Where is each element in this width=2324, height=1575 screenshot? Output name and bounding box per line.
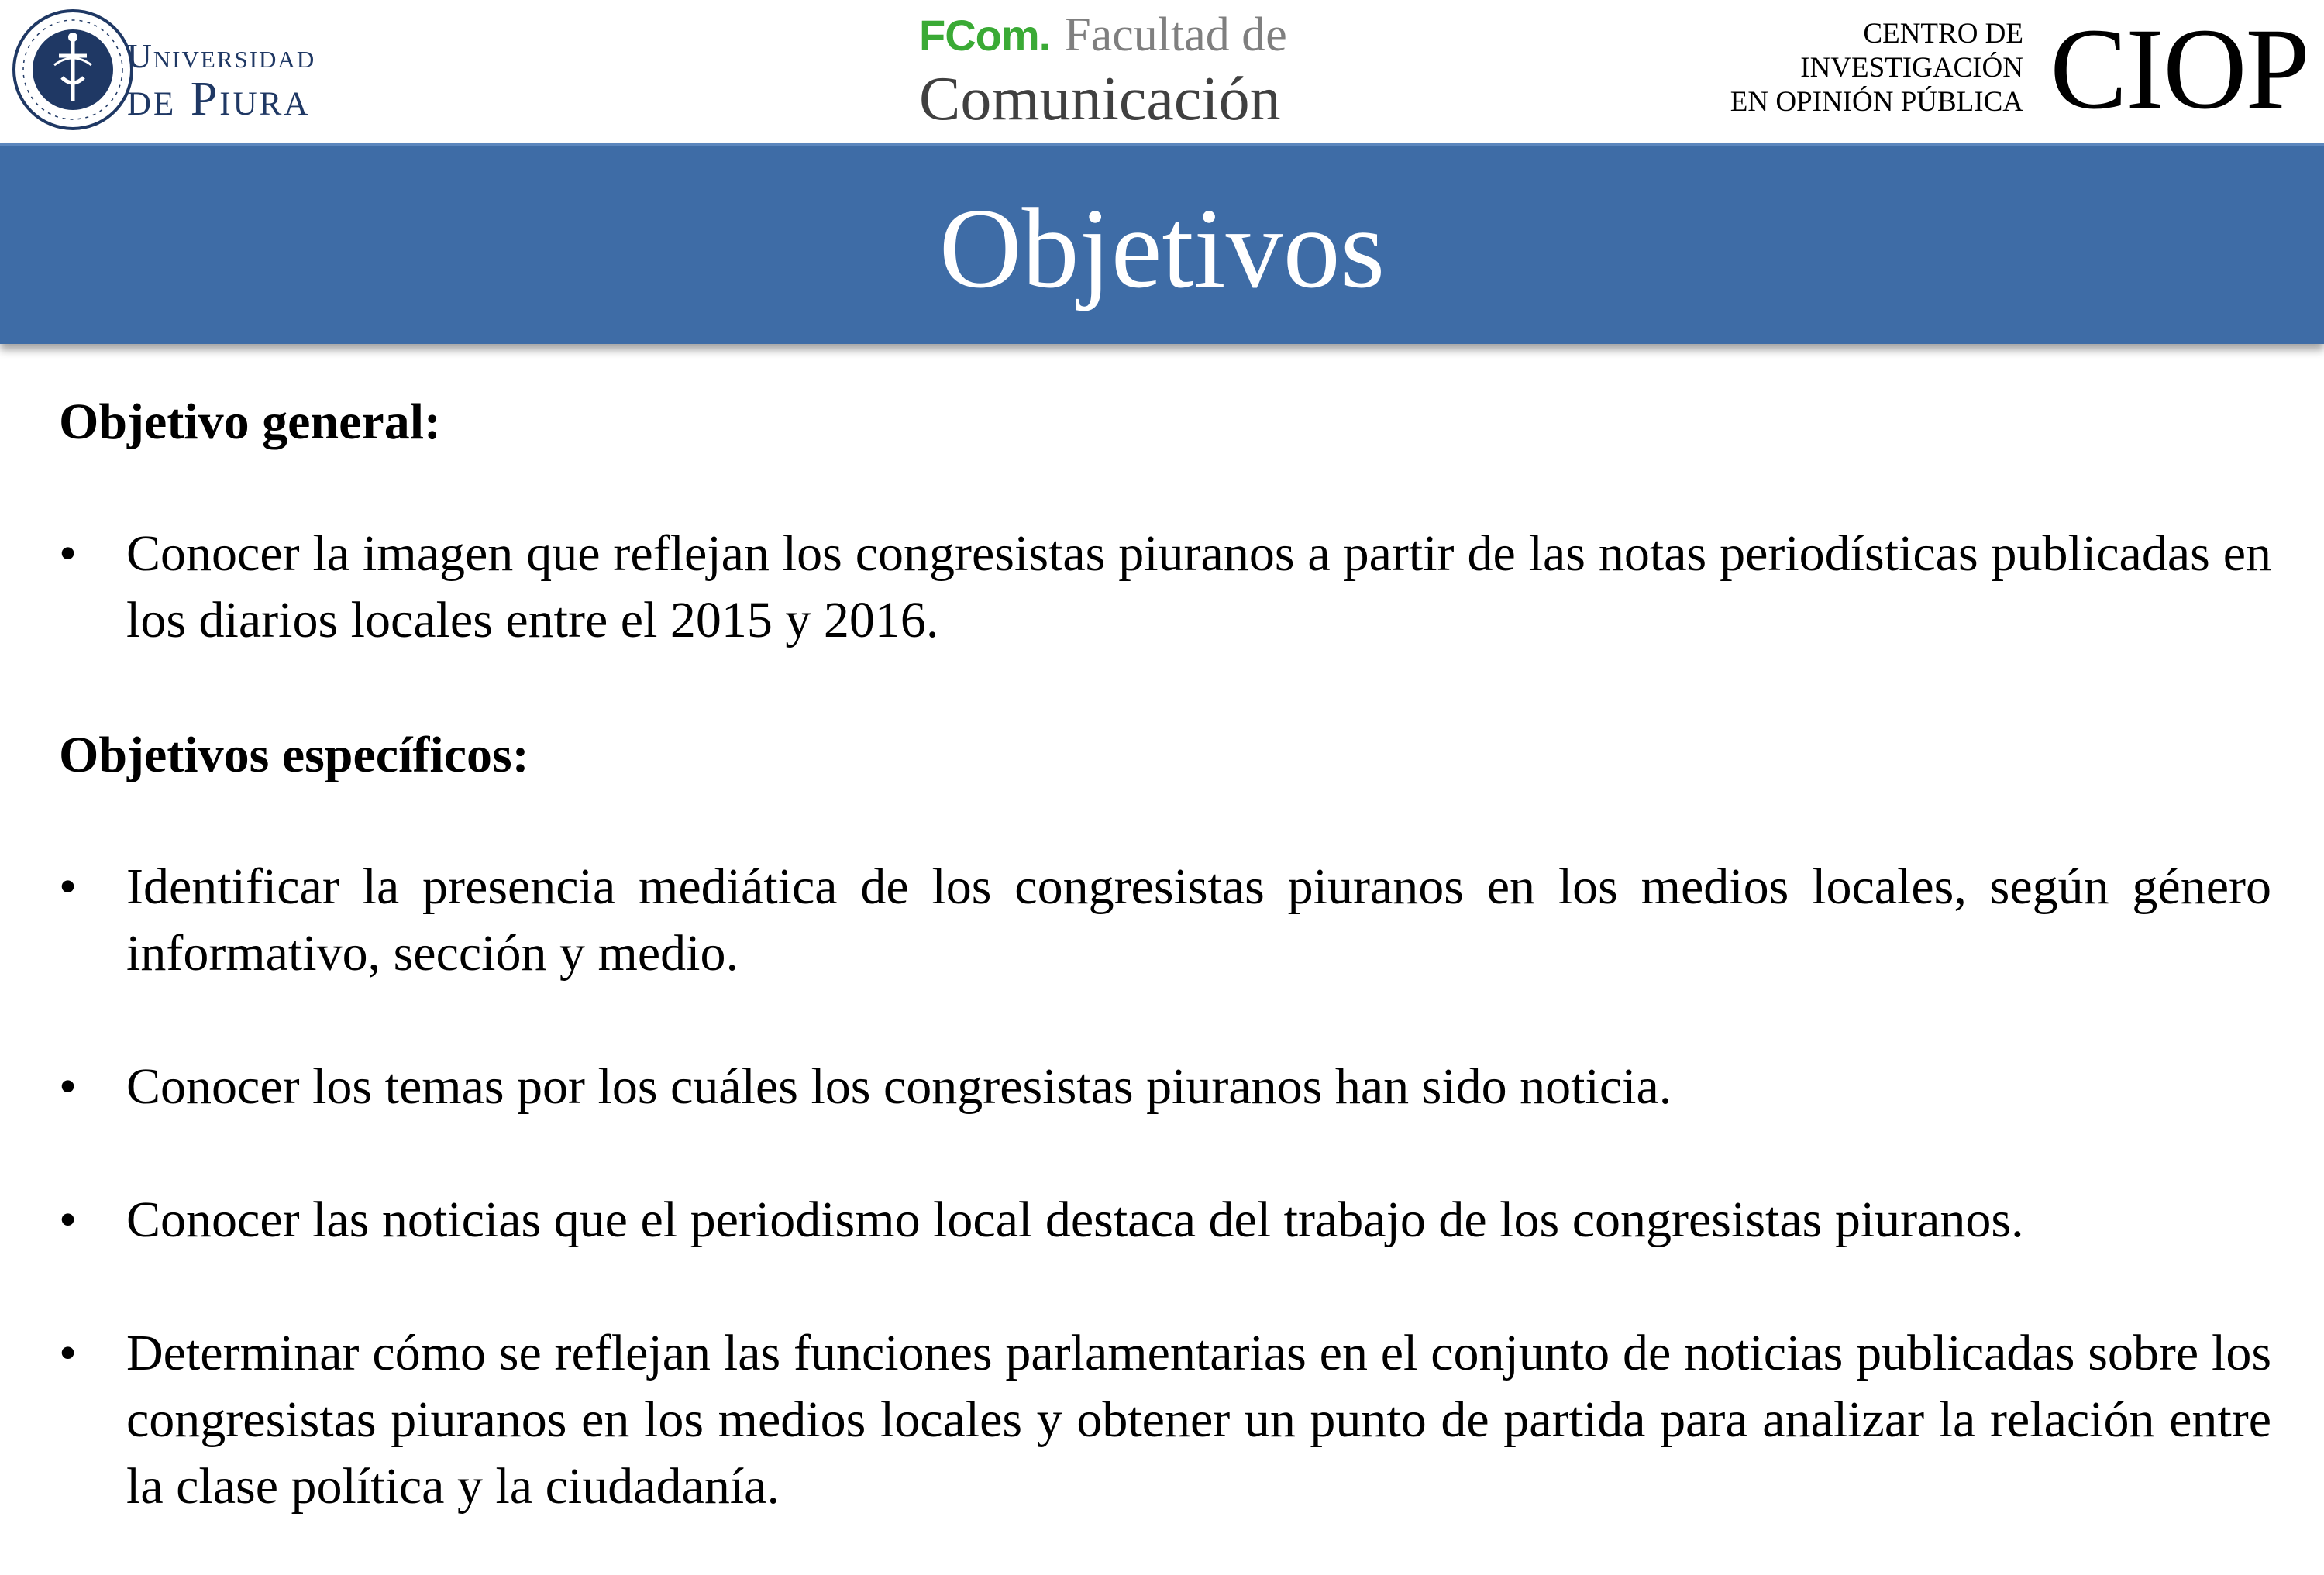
ciop-line3: EN OPINIÓN PÚBLICA — [1730, 86, 2023, 118]
ciop-acronym: CIOP — [2050, 5, 2309, 133]
fcom-brand: FCom. — [919, 11, 1051, 60]
specific-objective-item — [59, 1187, 2271, 1253]
bullet-text: Determinar cómo se reflejan las funciones parlamentarias en el conjunto de noticias publicadas sobre los congresistas piuranos en los medios locales y obtener un punto de partida para analizar la relación entre la clase política y la ciudadanía. — [126, 1325, 2271, 1515]
specific-objective-item — [59, 854, 2271, 987]
ciop-logo — [1730, 5, 2309, 133]
slide-content — [59, 387, 2271, 1520]
fcom-name: Comunicación — [919, 65, 1281, 133]
bullet-text: Conocer los temas por los cuáles los congresistas piuranos han sido noticia. — [126, 1058, 1672, 1115]
title-banner — [0, 143, 2324, 344]
bullet-icon: • — [59, 1325, 77, 1381]
specific-objective-item — [59, 1320, 2271, 1520]
slide-title: Objetivos — [938, 185, 1386, 312]
fcom-logo — [919, 9, 1287, 133]
ciop-line1: CENTRO DE — [1863, 18, 2023, 50]
general-objective-heading: Objetivo general: — [59, 394, 442, 450]
bullet-icon: • — [59, 1192, 77, 1248]
bullet-text: Conocer la imagen que reflejan los congresistas piuranos a partir de las notas periodísticas publicadas en los diarios locales entre el 2015 y 2016. — [126, 525, 2271, 648]
specific-objective-item — [59, 1054, 2271, 1120]
fcom-faculty: Facultad de — [1064, 9, 1287, 61]
bullet-text: Conocer las noticias que el periodismo local destaca del trabajo de los congresistas piuranos. — [126, 1192, 2024, 1248]
header — [0, 0, 2324, 143]
general-objective-item — [59, 521, 2271, 654]
udep-seal-icon — [11, 8, 135, 132]
udep-name-line1: Universidad — [127, 37, 316, 75]
bullet-icon: • — [59, 858, 77, 915]
bullet-icon: • — [59, 1058, 77, 1115]
ciop-line2: INVESTIGACIÓN — [1800, 52, 2023, 84]
specific-objectives-heading: Objetivos específicos: — [59, 727, 529, 783]
bullet-icon: • — [59, 525, 77, 582]
udep-name-line2: de Piura — [127, 73, 311, 126]
bullet-text: Identificar la presencia mediática de los congresistas piuranos en los medios locales, según género informativo, sección y medio. — [126, 858, 2271, 982]
